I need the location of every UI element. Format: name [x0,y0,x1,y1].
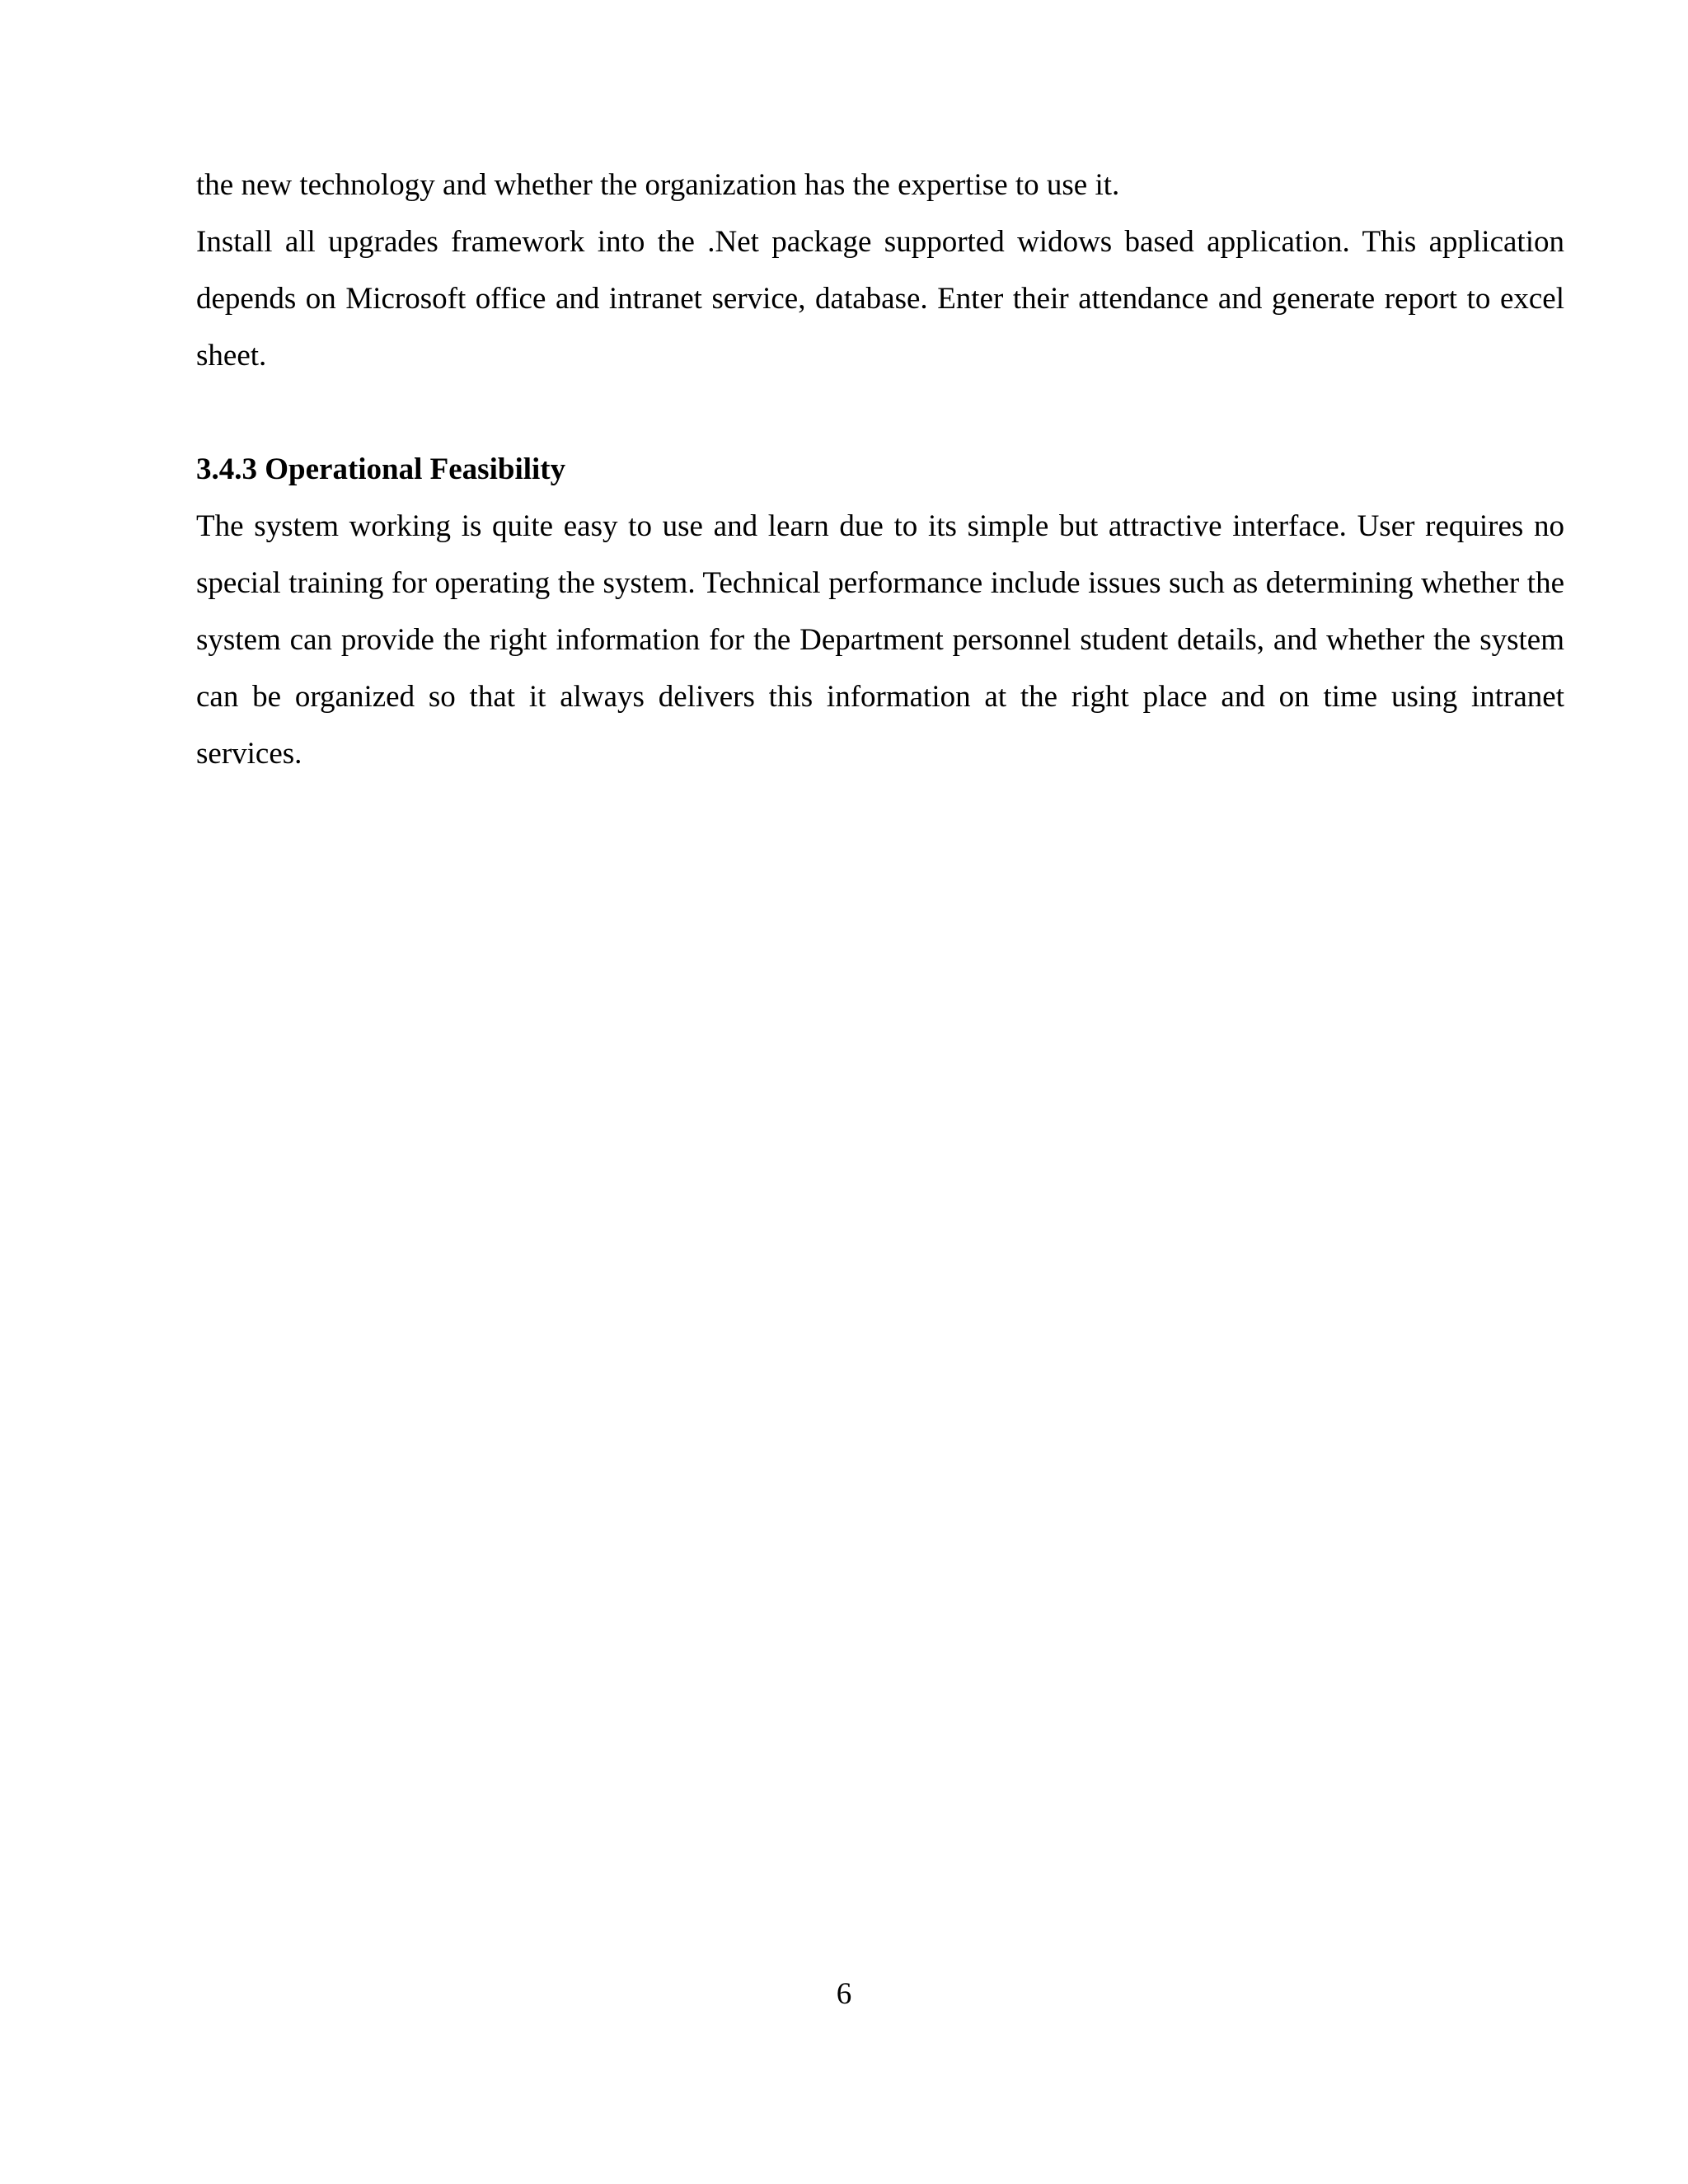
intro-paragraph: the new technology and whether the organization has the expertise to use it. [196,168,1120,202]
install-paragraph: Install all upgrades framework into the .Net package supported widows based application. This application depends on Microsoft office and intranet service, database. Enter their attendance and generate report to excel sheet. [196,225,1564,373]
section-heading-operational-feasibility: 3.4.3 Operational Feasibility [196,452,566,486]
page-body [196,157,1564,782]
operational-feasibility-paragraph: The system working is quite easy to use and learn due to its simple but attractive interface. User requires no special training for operating the system. Technical performance include issues such as determining whether the system can provide the right information for the Department personnel student details, and whether the system can be organized so that it always delivers this information at the right place and on time using intranet services. [196,509,1564,771]
page-number: 6 [836,1977,852,2011]
